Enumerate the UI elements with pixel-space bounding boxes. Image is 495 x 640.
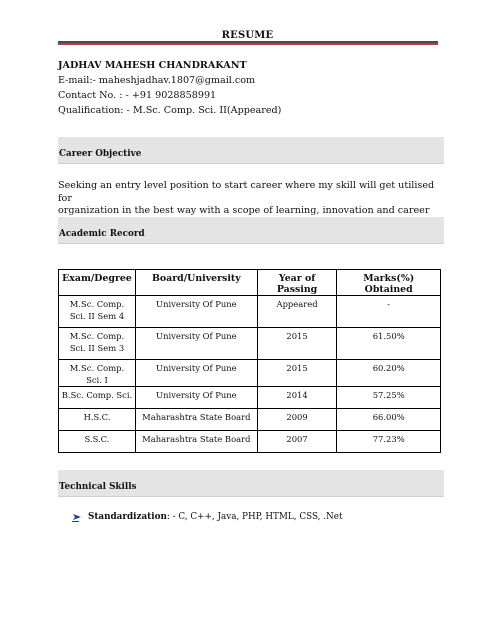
- column-header: Board/University: [135, 270, 257, 296]
- table-cell: S.S.C.: [59, 431, 136, 453]
- table-cell: M.Sc. Comp. Sci. II Sem 3: [59, 328, 136, 360]
- skill-label: Standardization: [88, 512, 167, 522]
- contact-header: [58, 58, 281, 118]
- table-cell: -: [337, 296, 441, 328]
- table-row: [59, 387, 441, 409]
- section-career-objective: [58, 137, 444, 164]
- objective-line: organization in the best way with a scope of learning, innovation and career: [58, 205, 430, 216]
- column-header: Marks(%) Obtained: [337, 270, 441, 296]
- objective-line: Seeking an entry level position to start career where my skill will get utilised for: [58, 180, 435, 204]
- table-cell: 2007: [257, 431, 337, 453]
- table-cell: M.Sc. Comp. Sci. II Sem 4: [59, 296, 136, 328]
- section-technical-skills: [58, 470, 444, 497]
- section-heading: Career Objective: [59, 149, 142, 159]
- email-line: E-mail:- maheshjadhav.1807@gmail.com: [58, 75, 256, 86]
- table-row: [59, 431, 441, 453]
- table-cell: University Of Pune: [135, 387, 257, 409]
- table-row: [59, 328, 441, 360]
- table-row: [59, 360, 441, 387]
- column-header: Year of Passing: [257, 270, 337, 296]
- table-cell: 2015: [257, 360, 337, 387]
- table-cell: Maharashtra State Board: [135, 409, 257, 431]
- table-cell: University Of Pune: [135, 328, 257, 360]
- skill-item: [72, 512, 342, 522]
- table-cell: H.S.C.: [59, 409, 136, 431]
- table-cell: 61.50%: [337, 328, 441, 360]
- table-cell: 60.20%: [337, 360, 441, 387]
- table-row: [59, 296, 441, 328]
- skill-value: : - C, C++, Java, PHP, HTML, CSS, .Net: [166, 512, 343, 522]
- table-cell: 2009: [257, 409, 337, 431]
- contact-line: Contact No. : - +91 9028858991: [58, 90, 217, 101]
- resume-title: RESUME: [221, 30, 274, 41]
- table-row: [59, 409, 441, 431]
- title-rule-red: [58, 43, 438, 45]
- table-cell: University Of Pune: [135, 360, 257, 387]
- table-cell: 2015: [257, 328, 337, 360]
- table-cell: Maharashtra State Board: [135, 431, 257, 453]
- column-header: Exam/Degree: [59, 270, 136, 296]
- table-cell: 77.23%: [337, 431, 441, 453]
- table-cell: 2014: [257, 387, 337, 409]
- table-cell: B.Sc. Comp. Sci.: [59, 387, 136, 409]
- table-cell: 57.25%: [337, 387, 441, 409]
- candidate-name: JADHAV MAHESH CHANDRAKANT: [58, 60, 247, 71]
- table-header-row: [59, 270, 441, 296]
- academic-record-table: [58, 269, 441, 453]
- arrow-bullet-icon: [72, 512, 82, 522]
- table-cell: University Of Pune: [135, 296, 257, 328]
- table-cell: 66.00%: [337, 409, 441, 431]
- qualification-line: Qualification: - M.Sc. Comp. Sci. II(Appeared): [58, 105, 282, 116]
- table-cell: M.Sc. Comp. Sci. I: [59, 360, 136, 387]
- section-heading: Technical Skills: [59, 482, 137, 492]
- section-heading: Academic Record: [59, 229, 145, 239]
- section-academic-record: [58, 217, 444, 244]
- table-cell: Appeared: [257, 296, 337, 328]
